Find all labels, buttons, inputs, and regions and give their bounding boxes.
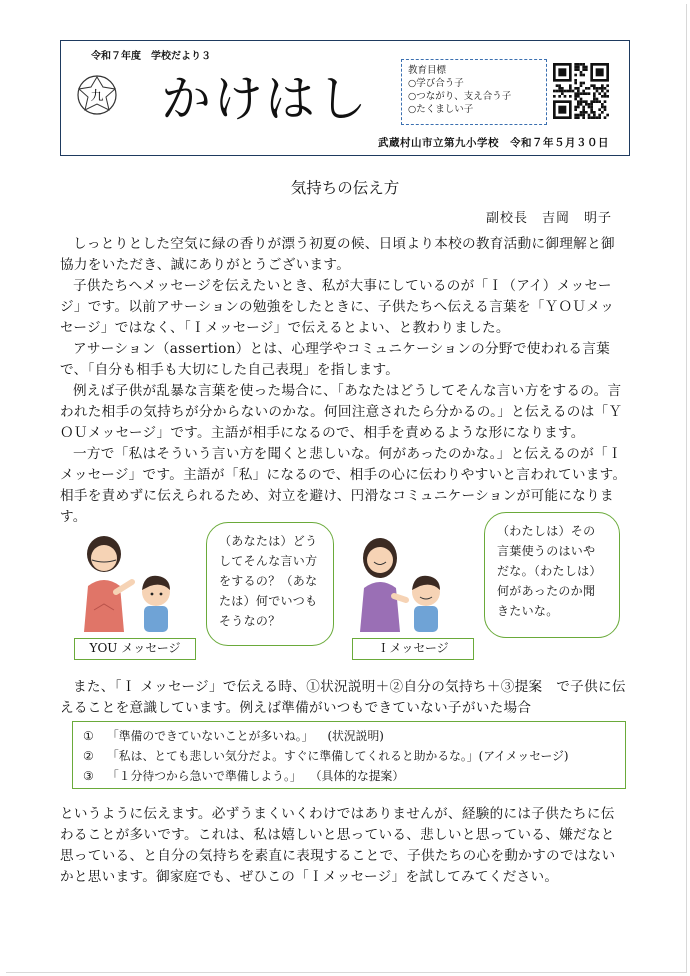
paragraph: 例えば子供が乱暴な言葉を使った場合に、「あなたはどうしてそんな言い方をするの。言われた相手の気持ちが分からないのかな。何回注意されたら分かるの。」と伝えるのは「ＹＯＵメッセージ」です。主語が相手になるので、相手を責めるような形になります。 (60, 383, 623, 441)
paragraph: アサーション（assertion）とは、心理学やコミュニケーションの分野で使われる言葉で、「自分も相手も大切にした自己表現」を指します。 (60, 341, 611, 378)
closing-paragraph: というように伝えます。必ずうまくいくわけではありませんが、経験的には子供たちに伝わることが多いです。これは、私は嬉しいと思っている、悲しいと思っている、嫌だなと思っている、と自分の気持ちを素直に表現することで、子供たちの心を動かすのではないかと思います。御家庭でも、ぜひこの「Ｉメッセージ」を試してみてください。 (60, 806, 616, 885)
step-row: ② 「私は、とても悲しい気分だよ。すぐに準備してくれると助かるな。」(アイメッセージ) (83, 749, 569, 763)
goals-heading: 教育目標 (408, 65, 447, 76)
paragraph: 一方で「私はそういう言い方を聞くと悲しいな。何があったのかな。」と伝えるのが「Ｉメッセージ」です。主語が「私」になるので、相手の心に伝わりやすいと言われています。相手を責めずに伝えられるため、対立を避け、円滑なコミュニケーションが可能になります。 (60, 446, 627, 525)
issue-label: 令和７年度 学校だより３ (91, 51, 211, 62)
education-goals-box (401, 59, 547, 125)
paragraph: 子供たちへメッセージを伝えたいとき、私が大事にしているのが「Ｉ（アイ）メッセージ」です。以前アサーションの勉強をしたときに、子供たちへ伝える言葉を「ＹＯＵメッセージ」ではなく、「Ｉメッセージ」で伝えるとよい、と教わりました。 (60, 278, 615, 336)
you-message-bubble: （あなたは）どうしてそんな言い方をするの？（あなたは）何でいつもそうなの？ (206, 522, 334, 646)
i-message-bubble: （わたしは）その言葉使うのはいやだな。（わたしは）何があったのか聞きたいな。 (484, 512, 620, 638)
goal-item: ○たくましい子 (408, 104, 474, 115)
school-emblem-icon (75, 73, 119, 117)
qr-code-icon[interactable] (553, 63, 609, 119)
masthead (60, 40, 630, 156)
newsletter-title: かけはし (161, 70, 369, 128)
author: 副校長 吉岡 明子 (485, 211, 612, 226)
goal-item: ○つながり、支え合う子 (408, 91, 512, 102)
step-row: ③ 「１分待つから急いで準備しよう。」 （具体的な提案） (83, 769, 405, 783)
paragraph: また、「Ｉ メッセージ」で伝える時、①状況説明＋②自分の気持ち＋③提案 で子供に伝えることを意識しています。例えば準備がいつもできていない子がいた場合 (60, 679, 626, 716)
you-message-caption: YOU メッセージ (74, 638, 196, 660)
goal-item: ○学び合う子 (408, 78, 464, 89)
i-message-caption: Ｉメッセージ (352, 638, 474, 660)
emblem-char: 九 (90, 89, 104, 104)
school-and-date: 武蔵村山市立第九小学校 令和７年５月３０日 (378, 137, 609, 149)
calm-mother-child-illustration (350, 530, 460, 635)
steps-box (72, 721, 626, 789)
paragraph: しっとりとした空気に緑の香りが漂う初夏の候、日頃より本校の教育活動に御理解と御協力をいただき、誠にありがとうございます。 (60, 236, 615, 273)
article-title: 気持ちの伝え方 (290, 179, 400, 197)
step-row: ① 「準備のできていないことが多いね。」 (状況説明) (83, 729, 384, 743)
scolding-mother-child-illustration (70, 530, 180, 635)
